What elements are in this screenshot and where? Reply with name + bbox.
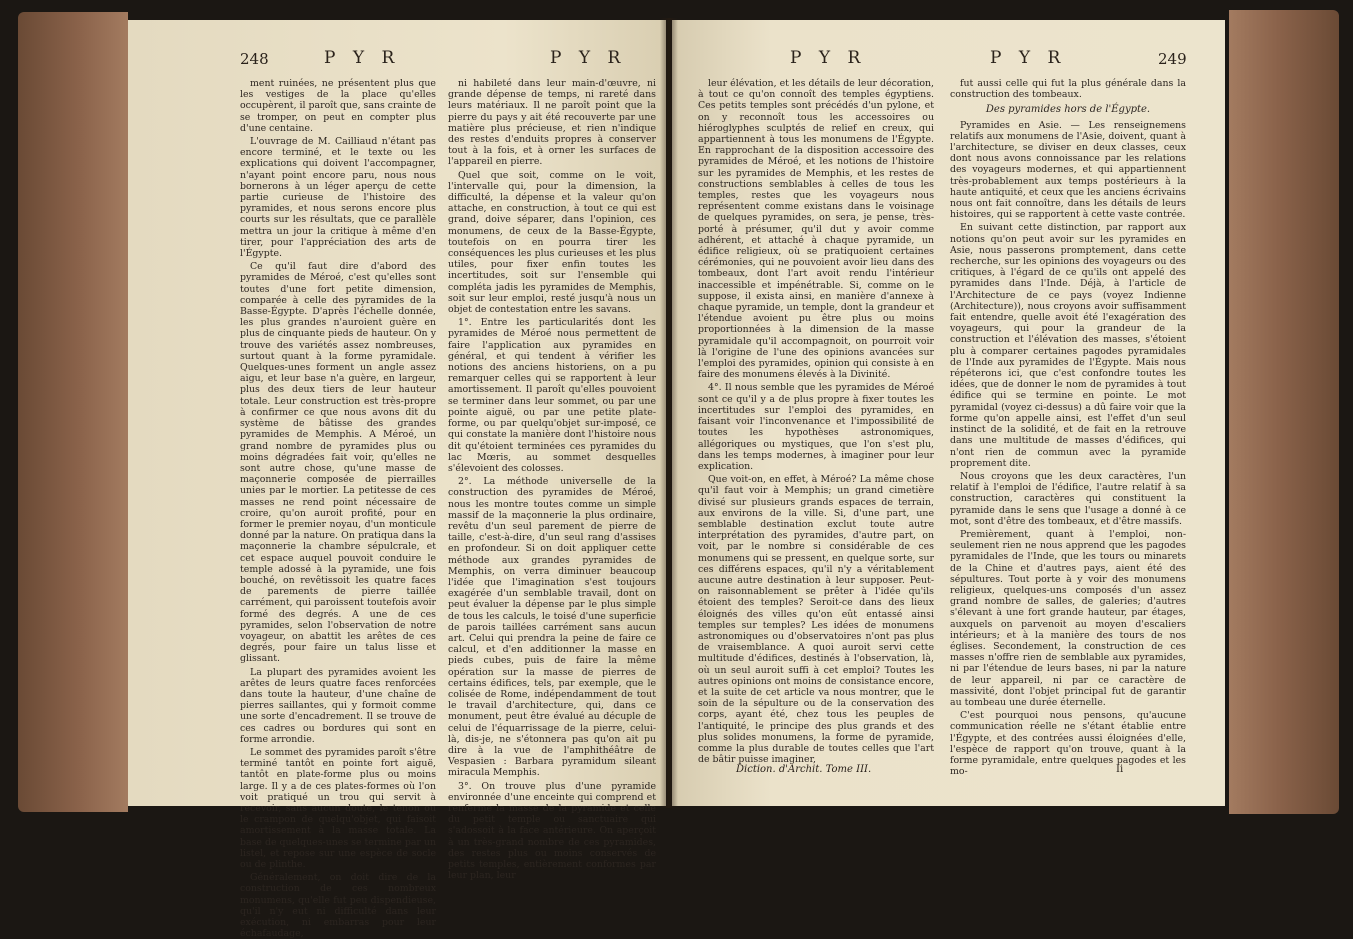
running-head-left-col1: P Y R	[324, 48, 401, 68]
paragraph: C'est pourquoi nous pensons, qu'aucune communication réelle ne s'étant établie entre l'Égypte, et des contrées aussi éloignées d'elle, l'espèce de rapport qu'on trouve, quant à la forme pyramidale, entre quelques pagodes et les mo-	[950, 710, 1186, 778]
paragraph: Ce qu'il faut dire d'abord des pyramides de Méroé, c'est qu'elles sont toutes d'une fort petite dimension, comparée à celle des pyramides de la Basse-Égypte. D'après l'échelle donnée, les plus grandes n'auroient guère en plus de cinquante pieds de hauteur. On y trouve des variétés assez nombreuses, surtout quant à la forme pyramidale. Quelques-unes forment un angle assez aigu, et leur base n'a guère, en largeur, plus des deux tiers de leur hauteur totale. Leur construction est très-propre à confirmer ce que nous avons dit du système de bâtisse des grandes pyramides de Memphis. A Méroé, un grand nombre de pyramides plus ou moins dégradées fait voir, qu'elles ne sont autre chose, qu'une masse de maçonnerie composée de pierrailles unies par le mortier. La petitesse de ces masses ne rend point nécessaire de croire, qu'on auroit profité, pour en former le premier noyau, d'un monticule donné par la nature. On pratiqua dans la maçonnerie la chambre sépulcrale, et cet espace auquel pouvoit conduire le temple adossé à la pyramide, une fois bouché, on revêtissoit les quatre faces de parements de pierre taillée carrément, qui paroissent toutefois avoir formé des degrés. A une de ces pyramides, selon l'observation de notre voyageur, on abattit les arêtes de ces degrés, pour faire un talus lisse et glissant.	[240, 261, 436, 665]
page-number-left: 248	[240, 50, 269, 68]
paragraph: 2°. La méthode universelle de la construction des pyramides de Méroé, nous les montre toutes comme un simple massif de la maçonnerie la plus ordinaire, revêtu d'un seul parement de pierre de taille, c'est-à-dire, d'un seul rang d'assises en profondeur. Si on doit appliquer cette méthode aux grandes pyramides de Memphis, on verra diminuer beaucoup l'idée que l'imagination s'est toujours exagérée d'un semblable travail, dont on peut évaluer la dépense par le plus simple de tous les calculs, le toisé d'une superficie de parois taillées carrément sans aucun art. Celui qui prendra la peine de faire ce calcul, et d'en additionner la masse en pieds cubes, puis de faire la même opération sur la masse de pierres de certains édifices, tels, par exemple, que le colisée de Rome, indépendamment de tout le travail d'architecture, qui, dans ce monument, peut être évalué au décuple de celui de l'équarrissage de la pierre, celui-là, dis-je, ne s'étonnera pas qu'on ait pu dire à la vue de l'amphithéâtre de Vespasien : Barbara pyramidum sileant miracula Memphis.	[448, 476, 656, 779]
paragraph: fut aussi celle qui fut la plus générale dans la construction des tombeaux.	[950, 78, 1186, 101]
paragraph: Généralement, on doit dire de la construction de ces nombreux monumens, qu'elle fut peu dispendieuse, qu'il n'y eut ni difficulté dans leur exécution, ni embarras pour leur échafaudage,	[240, 872, 436, 939]
book-gutter	[660, 18, 678, 808]
paragraph: Pyramides en Asie. — Les renseignemens relatifs aux monumens de l'Asie, doivent, quant à l'architecture, se diviser en deux classes, ceux dont nous avons connoissance par les relations des voyageurs modernes, et qui appartiennent très-probablement aux temps postérieurs à la haute antiquité, et ceux que les anciens écrivains nous ont fait connoître, dans les détails de leurs histoires, qui se rapportent à cette vaste contrée.	[950, 119, 1186, 221]
left-page-column-2	[448, 78, 656, 882]
left-page-column-1	[240, 78, 436, 939]
running-head-right-col1: P Y R	[790, 48, 867, 68]
paragraph: L'ouvrage de M. Cailliaud n'étant pas encore terminé, et le texte ou les explications qui doivent l'accompagner, n'ayant point encore paru, nous nous bornerons à un léger aperçu de cette partie curieuse de l'histoire des pyramides, et nous serons encore plus courts sur les résultats, que ce parallèle mettra un jour la critique à même d'en tirer, pour l'appréciation des arts de l'Égypte.	[240, 136, 436, 260]
paragraph: Nous croyons que les deux caractères, l'un relatif à l'emploi de l'édifice, l'autre relatif à sa construction, caractères qui constituent la pyramide dans le sens que l'usage a donné à ce mot, sont d'être des tombeaux, et d'être massifs.	[950, 470, 1186, 527]
paragraph: En suivant cette distinction, par rapport aux notions qu'on peut avoir sur les pyramides en Asie, nous passerons promptement, dans cette recherche, sur les opinions des voyageurs ou des critiques, à l'égard de ce qu'ils ont appelé des pyramides dans l'Inde. Déjà, à l'article de l'Architecture de ce pays (voyez Indienne (Architecture)), nous croyons avoir suffisamment fait entendre, quelle avoit été l'exagération des voyageurs, qui pour la grandeur de la construction et l'élévation des masses, s'étoient plu à comparer certaines pagodes pyramidales de l'Inde aux pyramides de l'Égypte. Mais nous répéterons ici, que c'est confondre toutes les idées, que de donner le nom de pyramides à tout édifice qui se termine en pointe. Le mot pyramidal (voyez ci-dessus) a dû faire voir que la forme qu'on appelle ainsi, est l'effet d'un seul instinct de la solidité, et de fait en la retrouve dans une multitude de masses d'édifices, qui n'ont rien de commun avec la pyramide proprement dite.	[950, 222, 1186, 469]
paragraph: Quel que soit, comme on le voit, l'intervalle qui, pour la dimension, la difficulté, la dépense et la valeur qu'on attache, en construction, à tout ce qui est grand, doive séparer, dans l'opinion, ces monumens, de ceux de la Basse-Égypte, toutefois on en pourra tirer les conséquences les plus curieuses et les plus utiles, pour fixer enfin toutes les incertitudes, soit sur l'ensemble qui compléta jadis les pyramides de Memphis, soit sur leur emploi, resté jusqu'à nous un objet de contestation entre les savans.	[448, 169, 656, 316]
running-head-left-col2: P Y R	[550, 48, 627, 68]
paragraph: leur élévation, et les détails de leur décoration, à tout ce qu'on connoît des temples égyptiens. Ces petits temples sont précédés d'un pylone, et on y reconnoît tous les accessoires ou hiéroglyphes sculptés de relief en creux, qui appartiennent à tous les monumens de l'Égypte. En rapprochant de la disposition accessoire des pyramides de Méroé, et les notions de l'histoire sur les pyramides de Memphis, et les restes de constructions semblables à celles de tous les temples, restes que les voyageurs nous représentent comme existans dans le voisinage de quelques pyramides, on sera, je pense, très-porté à présumer, qu'il dut y avoir comme adhérent, et attaché à chaque pyramide, un édifice religieux, où se pratiquoient certaines cérémonies, qui ne pouvoient avoir lieu dans des tombeaux, dont l'art avoit rendu l'intérieur inaccessible et impénétrable. Si, comme on le suppose, il exista ainsi, en manière d'annexe à chaque pyramide, un temple, dont la grandeur et l'étendue avoient pu être plus ou moins proportionnées à la dimension de la masse pyramidale qu'il accompagnoit, on pourroit voir là l'origine de l'une des opinions avancées sur l'emploi des pyramides, opinion qui consiste à en faire des monumens élevés à la Divinité.	[698, 78, 934, 381]
paragraph: La plupart des pyramides avoient les arêtes de leurs quatre faces renforcées dans toute la hauteur, d'une chaîne de pierres saillantes, qui y formoit comme une sorte d'encadrement. Il se trouve de ces cadres ou bordures qui sont en forme arrondie.	[240, 666, 436, 745]
left-cover-board	[18, 12, 128, 812]
left-page	[128, 20, 666, 939]
right-cover-board	[1229, 10, 1339, 814]
right-page	[672, 20, 1225, 806]
paragraph: ment ruinées, ne présentent plus que les vestiges de la place qu'elles occupèrent, il paroît que, sans crainte de se tromper, on peut en compter plus d'une centaine.	[240, 78, 436, 134]
section-heading: Des pyramides hors de l'Égypte.	[985, 104, 1151, 116]
paragraph: ni habileté dans leur main-d'œuvre, ni grande dépense de temps, ni rareté dans leurs matériaux. Il ne paroît point que la pierre du pays y ait été recouverte par une matière plus précieuse, et rien n'indique des restes d'enduits propres à conserver tout à la fois, et à orner les surfaces de l'appareil en pierre.	[448, 78, 656, 168]
paragraph: Premièrement, quant à l'emploi, non-seulement rien ne nous apprend que les pagodes pyramidales de l'Inde, que les tours ou minarets de la Chine et d'autres pays, aient été des sépultures. Tout porte à y voir des monumens religieux, quelques-uns composés d'un assez grand nombre de salles, de galeries; d'autres s'élevant à une fort grande hauteur, par étages, auxquels on parvenoit au moyen d'escaliers intérieurs; et à la manière des tours de nos églises. Secondement, la construction de ces masses n'offre rien de semblable aux pyramides, ni par l'étendue de leurs bases, ni par la nature de leur appareil, ni par ce caractère de massivité, dont l'objet principal fut de garantir au tombeau une durée éternelle.	[950, 528, 1186, 708]
paragraph: 1°. Entre les particularités dont les pyramides de Méroé nous permettent de faire l'application aux pyramides en général, et qui tendent à vérifier les notions des anciens historiens, on a pu remarquer celles qui se rapportent à leur amortissement. Il paroît qu'elles pouvoient se terminer dans leur sommet, ou par une pointe aiguë, ou par une petite plate-forme, ou par quelqu'objet sur-imposé, ce qui constate la manière dont l'histoire nous dit qu'étoient terminées ces pyramides du lac Mœris, au sommet desquelles s'élevoient des colosses.	[448, 317, 656, 474]
paragraph: Le sommet des pyramides paroît s'être terminé tantôt en pointe fort aiguë, tantôt en plate-forme plus ou moins large. Il y a de ces plates-formes où l'on voit pratiqué un trou qui servit à recevoir, sans aucun doute, le tenon ou le crampon de quelqu'objet, qui faisoit amortissement à la masse totale. La base de quelques-unes se termine par un listel, et repose sur une espèce de socle ou de plinthe.	[240, 746, 436, 871]
running-head-right-col2: P Y R	[990, 48, 1067, 68]
right-page-column-1	[698, 78, 934, 766]
page-footer-title: Diction. d'Archit. Tome III.	[736, 764, 872, 775]
signature-mark: Ii	[1116, 764, 1124, 775]
paragraph: Que voit-on, en effet, à Méroé? La même chose qu'il faut voir à Memphis; un grand cimetière divisé sur plusieurs grands espaces de terrain, aux environs de la ville. Si, d'une part, une semblable destination exclut toute autre interprétation des pyramides, d'autre part, on voit, par le nombre si considérable de ces monumens qui se pressent, en quelque sorte, sur ces différens espaces, qu'il n'y a véritablement aucune autre destination à leur supposer. Peut-on raisonnablement se prêter à l'idée qu'ils étoient des temples? Seroit-ce dans des lieux éloignés des villes qu'on eût entassé ainsi temples sur temples? Les idées de monumens astronomiques ou d'observatoires n'ont pas plus de vraisemblance. A quoi auroit servi cette multitude d'édifices, destinés à l'observation, là, où un seul auroit suffi à cet emploi? Toutes les autres opinions ont moins de consistance encore, et la suite de cet article va nous montrer, que le soin de la sépulture ou de la conservation des corps, ayant été, chez tous les peuples de l'antiquité, le principe des plus grands et des plus solides monumens, la forme de pyramide, comme la plus durable de toutes celles que l'art de bâtir puisse imaginer,	[698, 474, 934, 766]
page-number-right: 249	[1158, 50, 1187, 68]
paragraph: 4°. Il nous semble que les pyramides de Méroé sont ce qu'il y a de plus propre à fixer toutes les incertitudes sur l'emploi des pyramides, en faisant voir l'inconvenance et l'impossibilité de toutes les hypothèses astronomiques, allégoriques ou mystiques, que l'on s'est plu, dans les temps modernes, à imaginer pour leur explication.	[698, 382, 934, 472]
paragraph: 3°. On trouve plus d'une pyramide environnée d'une enceinte qui comprend et renferme la masse de la pyramide et celle du petit temple ou sanctuaire qui s'adossoit à la face antérieure. On aperçoit à un très-grand nombre de ces pyramides, des restes plus ou moins conservés de petits temples, entièrement conformes par leur plan, leur	[448, 780, 656, 882]
